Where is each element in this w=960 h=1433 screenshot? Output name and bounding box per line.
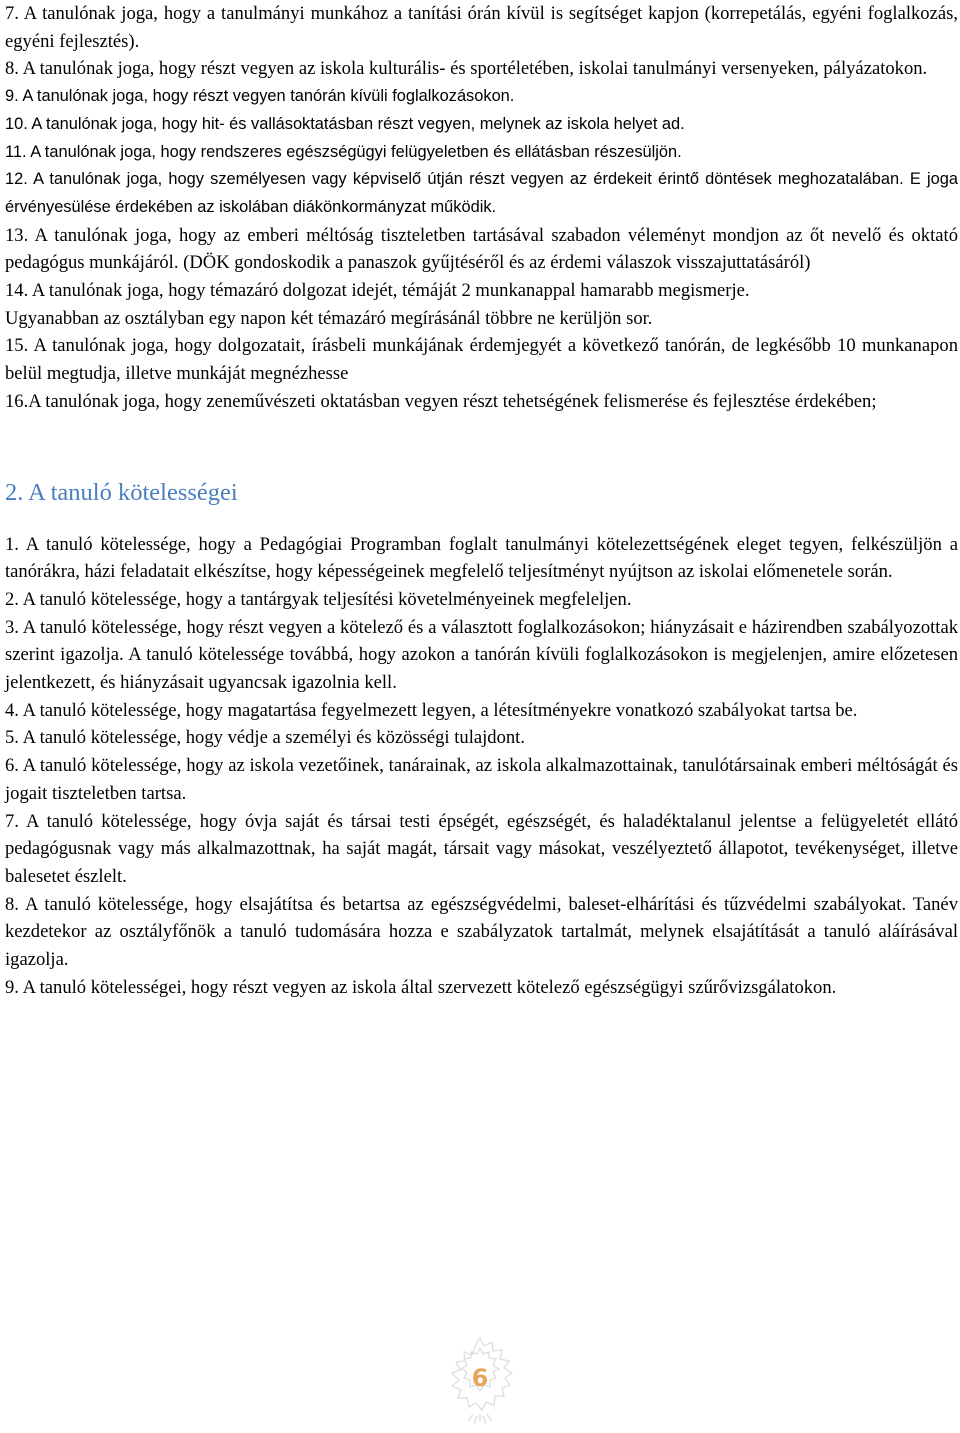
duties-item-8: 8. A tanuló kötelessége, hogy elsajátítsa és betartsa az egészségvédelmi, baleset-elhárítási és tűzvédelmi szabályokat. Tanév kezdetekor az osztályfőnök a tanuló tudomására hozza e szabályzatok tartalmát, melynek elsajátítását a tanuló aláírásával igazolja. <box>5 893 958 971</box>
duties-item-5: 5. A tanuló kötelessége, hogy védje a személyi és közösségi tulajdont. <box>5 727 525 749</box>
rights-item-9: 9. A tanulónak joga, hogy részt vegyen tanórán kívüli foglalkozásokon. <box>5 87 515 106</box>
rights-item-14: 14. A tanulónak joga, hogy témazáró dolgozat idejét, témáját 2 munkanappal hamarabb megismerje. <box>5 280 750 302</box>
spacer <box>5 416 958 478</box>
rights-item-14-note: Ugyanabban az osztályban egy napon két témazáró megírásánál többre ne kerüljön sor. <box>5 307 653 329</box>
page-number: 6 <box>471 1364 489 1392</box>
rights-item-15: 15. A tanulónak joga, hogy dolgozatait, írásbeli munkájának érdemjegyét a következő tanórán, de legkésőbb 10 munkanapon belül megtudja, illetve munkáját megnézhesse <box>5 335 958 385</box>
duties-item-6: 6. A tanuló kötelessége, hogy az iskola vezetőinek, tanárainak, az iskola alkalmazottainak, tanulótársainak emberi méltóságát és jogait tiszteletben tartsa. <box>5 755 958 804</box>
rights-item-8: 8. A tanulónak joga, hogy részt vegyen az iskola kulturális- és sportéletében, iskolai tanulmányi versenyeken, pályázatokon. <box>5 58 928 80</box>
duties-item-3: 3. A tanuló kötelessége, hogy részt vegyen a kötelező és a választott foglalkozásokon; hiányzásait e házirendben szabályozottak szerint igazolja. A tanuló kötelessége továbbá, hogy azokon a tanórán kívüli foglalkozásokon is megjelenjen, amire előzetesen jelentkezett, és hiányzásait ugyancsak igazolnia kell. <box>5 616 958 694</box>
page-number-badge <box>430 1334 530 1428</box>
rights-item-11: 11. A tanulónak joga, hogy rendszeres egészségügyi felügyeletben és ellátásban részesüljön. <box>5 142 682 161</box>
document-page <box>5 0 958 1002</box>
rights-item-12: 12. A tanulónak joga, hogy személyesen vagy képviselő útján részt vegyen az érdekeit érintő döntések meghozatalában. E joga érvényesülése érdekében az iskolában diákönkormányzat működik. <box>5 170 958 216</box>
rights-item-10: 10. A tanulónak joga, hogy hit- és vallásoktatásban részt vegyen, melynek az iskola helyet ad. <box>5 114 685 133</box>
duties-item-4: 4. A tanuló kötelessége, hogy magatartása fegyelmezett legyen, a létesítményekre vonatkozó szabályokat tartsa be. <box>5 699 858 721</box>
spacer <box>5 508 958 531</box>
duties-item-7: 7. A tanuló kötelessége, hogy óvja saját és társai testi épségét, egészségét, és haladéktalanul jelentse a felügyeletét ellátó pedagógusnak vagy más alkalmazottnak, ha saját magát, társait vagy másokat, veszélyeztető állapotot, tevékenységet, illetve balesetet észlelt. <box>5 810 958 887</box>
duties-item-9: 9. A tanuló kötelességei, hogy részt vegyen az iskola által szervezett kötelező egészségügyi szűrővizsgálatokon. <box>5 976 837 998</box>
section-heading-duties: 2. A tanuló kötelességei <box>5 478 238 506</box>
duties-item-1: 1. A tanuló kötelessége, hogy a Pedagógiai Programban foglalt tanulmányi kötelezettségének eleget tegyen, felkészüljön a tanórákra, házi feladatait elkészítse, hogy képességeinek megfelelő teljesítményt nyújtson az iskolai előmenetele során. <box>5 533 958 583</box>
rights-item-7: 7. A tanulónak joga, hogy a tanulmányi munkához a tanítási órán kívül is segítséget kapjon (korrepetálás, egyéni foglalkozás, egyéni fejlesztés). <box>5 3 958 52</box>
rights-item-16: 16.A tanulónak joga, hogy zeneművészeti oktatásban vegyen részt tehetségének felismerése és fejlesztése érdekében; <box>5 390 877 412</box>
duties-item-2: 2. A tanuló kötelessége, hogy a tantárgyak teljesítési követelményeinek megfeleljen. <box>5 588 632 610</box>
rights-item-13: 13. A tanulónak joga, hogy az emberi méltóság tiszteletben tartásával szabadon véleményt mondjon az őt nevelő és oktató pedagógus munkájáról. (DÖK gondoskodik a panaszok gyűjtéséről és az érdemi válaszok visszajuttatásáról) <box>5 224 958 274</box>
